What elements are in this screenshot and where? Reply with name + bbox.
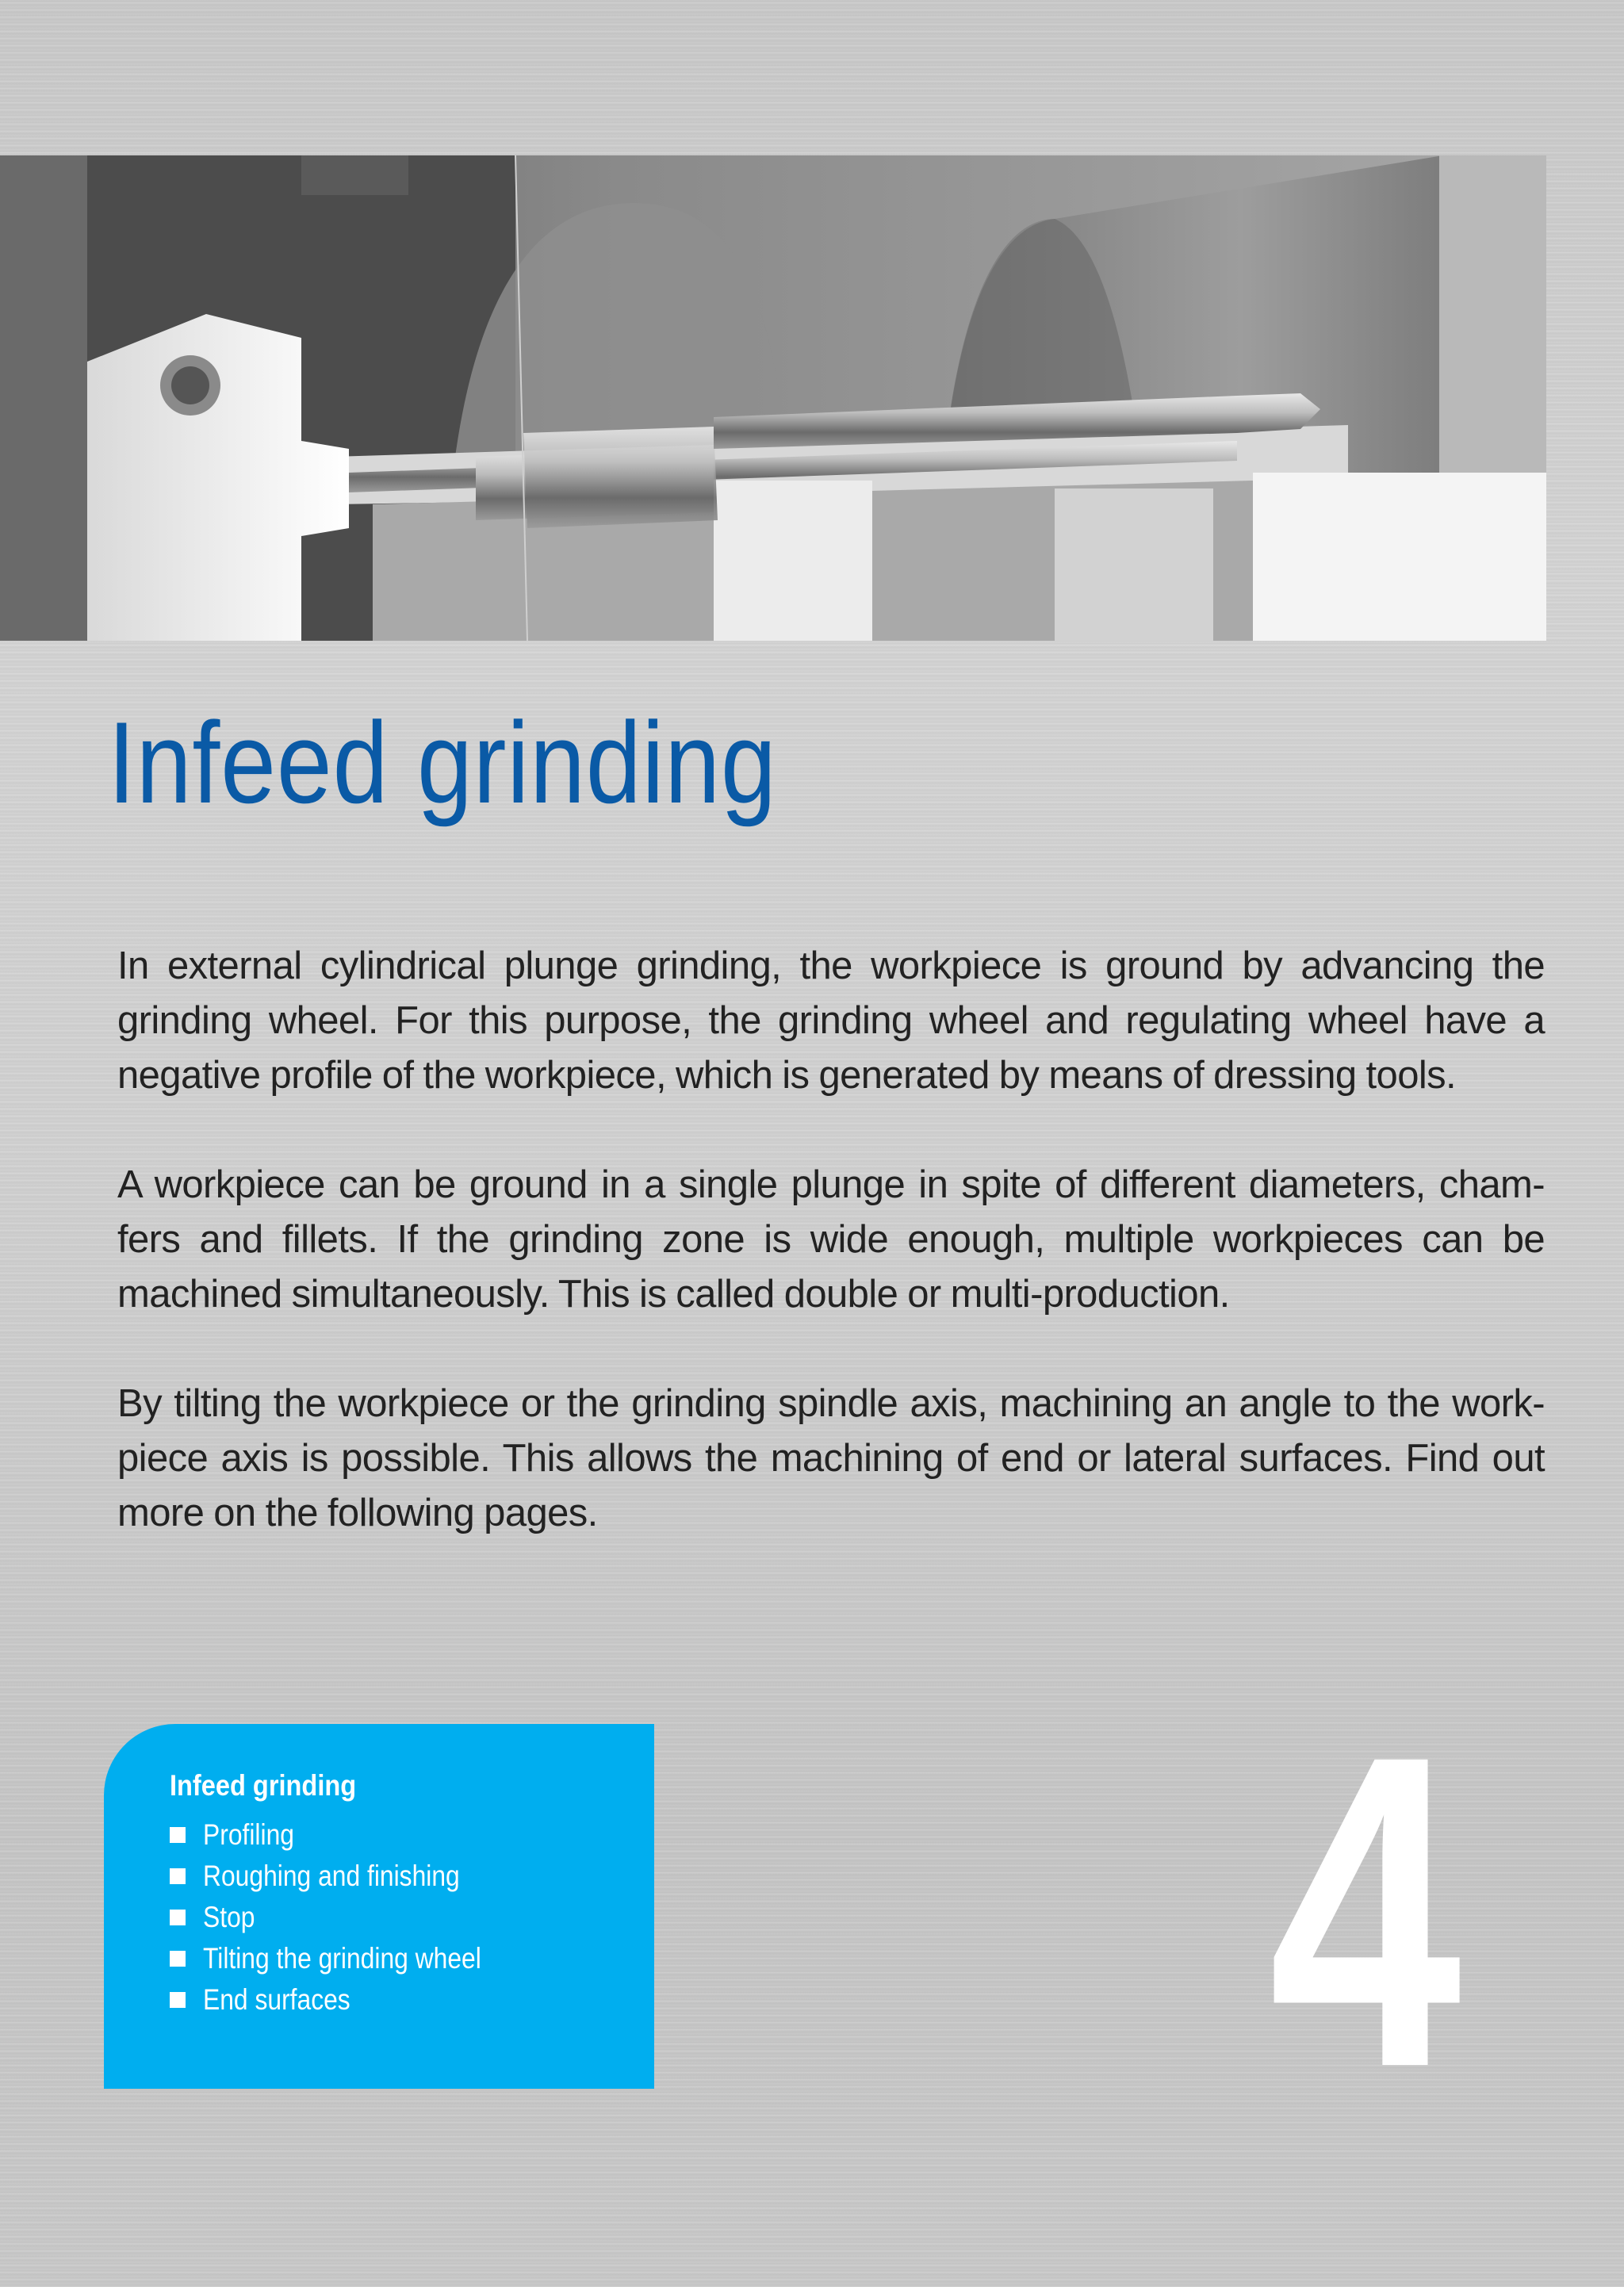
list-item-label: Stop	[203, 1901, 255, 1933]
list-item-label: Roughing and finishing	[203, 1860, 460, 1892]
square-bullet-icon	[170, 1910, 186, 1925]
list-item	[170, 1814, 654, 1856]
list-item	[170, 1979, 654, 2021]
chapter-box-heading: Infeed grinding	[170, 1769, 357, 1802]
chapter-contents-box	[104, 1724, 654, 2089]
header-illustration	[0, 155, 1546, 641]
chapter-topic-list	[170, 1814, 654, 2021]
list-item-label: End surfaces	[203, 1983, 350, 2016]
square-bullet-icon	[170, 1827, 186, 1843]
page-title: Infeed grinding	[108, 698, 777, 827]
grinding-machine-illustration	[0, 155, 1546, 641]
list-item	[170, 1938, 654, 1979]
square-bullet-icon	[170, 1992, 186, 2008]
chapter-number: 4	[1269, 1663, 1461, 2159]
square-bullet-icon	[170, 1951, 186, 1967]
paragraph-1: In external cylindrical plunge grinding, the workpiece is ground by advancing the grinding wheel. For this purpose, the grinding wheel and regulating wheel have a negative profile of the workpiece, which is generated by means of dressing tools.	[117, 944, 1545, 1097]
paragraph-3: By tilting the workpiece or the grinding spindle axis, machining an angle to the work-piece axis is possible. This allows the machining of end or lateral surfaces. Find out more on the following pages.	[117, 1382, 1545, 1534]
list-item	[170, 1897, 654, 1938]
list-item-label: Profiling	[203, 1818, 294, 1851]
list-item	[170, 1856, 654, 1897]
list-item-label: Tilting the grinding wheel	[203, 1942, 481, 1975]
paragraph-2: A workpiece can be ground in a single plunge in spite of different diameters, cham-fers and fillets. If the grinding zone is wide enough, multiple workpieces can be machined simultaneously. This is called double or multi-production.	[117, 1163, 1545, 1316]
square-bullet-icon	[170, 1868, 186, 1884]
body-text	[117, 939, 1545, 1596]
